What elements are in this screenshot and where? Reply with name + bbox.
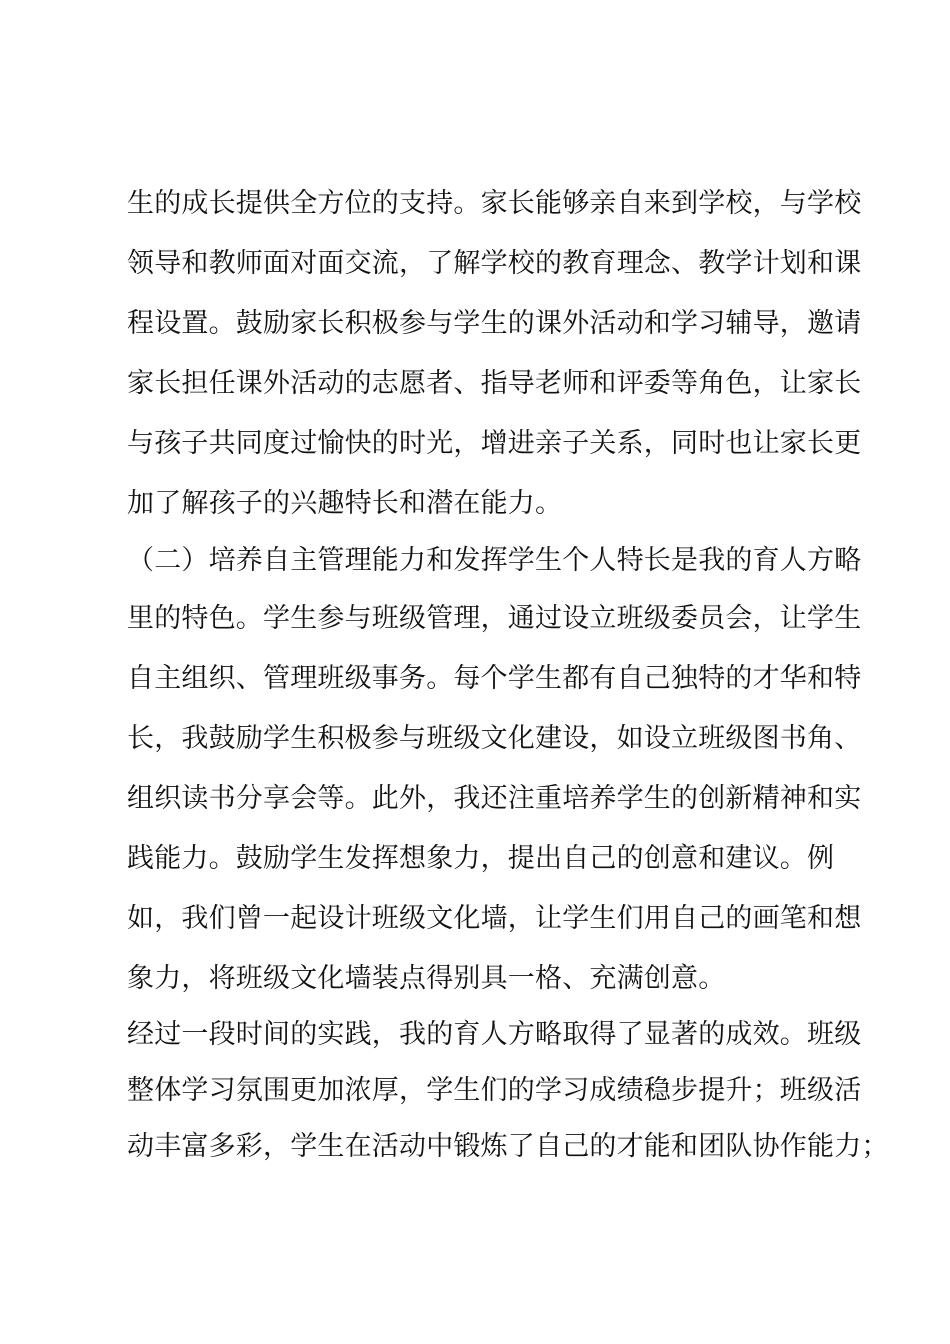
paragraph-3-line-1: 经过一段时间的实践，我的育人方略取得了显著的成效。班级 [127, 1019, 862, 1050]
paragraph-2-line-6: 践能力。鼓励学生发挥想象力，提出自己的创意和建议。例 [127, 843, 835, 874]
paragraph-1-line-6: 加了解孩子的兴趣特长和潜在能力。 [127, 488, 563, 519]
paragraph-1-line-3: 程设置。鼓励家长积极参与学生的课外活动和学习辅导，邀请 [127, 308, 862, 339]
paragraph-2-line-4: 长，我鼓励学生积极参与班级文化建设，如设立班级图书角、 [127, 723, 862, 754]
paragraph-1-line-1: 生的成长提供全方位的支持。家长能够亲自来到学校，与学校 [127, 188, 862, 219]
paragraph-2-line-1: （二）培养自主管理能力和发挥学生个人特长是我的育人方略 [127, 545, 862, 576]
paragraph-2-line-5: 组织读书分享会等。此外，我还注重培养学生的创新精神和实 [127, 783, 862, 814]
paragraph-3-line-2: 整体学习氛围更加浓厚，学生们的学习成绩稳步提升；班级活 [127, 1075, 862, 1106]
paragraph-2-line-2: 里的特色。学生参与班级管理，通过设立班级委员会，让学生 [127, 603, 862, 634]
paragraph-2-line-7: 如，我们曾一起设计班级文化墙，让学生们用自己的画笔和想 [127, 903, 862, 934]
paragraph-1-line-4: 家长担任课外活动的志愿者、指导老师和评委等角色，让家长 [127, 368, 862, 399]
paragraph-2-line-3: 自主组织、管理班级事务。每个学生都有自己独特的才华和特 [127, 663, 862, 694]
paragraph-1-line-5: 与孩子共同度过愉快的时光，增进亲子关系，同时也让家长更 [127, 428, 862, 459]
paragraph-2-line-8: 象力，将班级文化墙装点得别具一格、充满创意。 [127, 963, 726, 994]
paragraph-3-line-3: 动丰富多彩，学生在活动中锻炼了自己的才能和团队协作能力； [127, 1131, 889, 1162]
paragraph-1-line-2: 领导和教师面对面交流，了解学校的教育理念、教学计划和课 [127, 248, 862, 279]
